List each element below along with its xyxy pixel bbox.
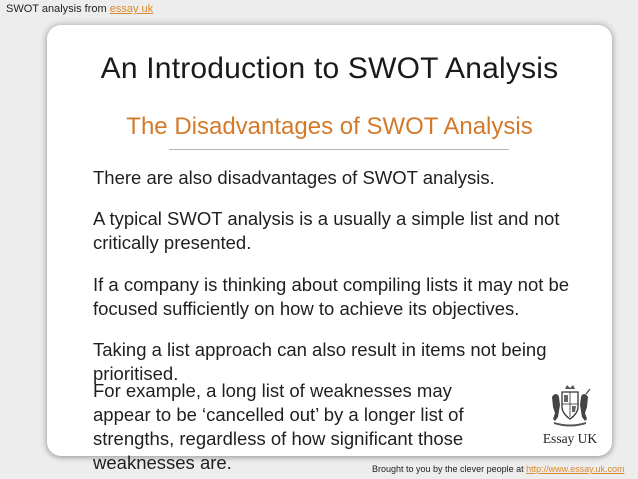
- essay-uk-link[interactable]: essay uk: [109, 3, 154, 15]
- top-caption-text: SWOT analysis from: [6, 3, 110, 15]
- paragraph-prioritised: Taking a list approach can also result in items not being prioritised.: [93, 339, 547, 384]
- paragraph-simple-list: A typical SWOT analysis is a usually a simple list and not critically presented.: [93, 208, 560, 253]
- footer-caption: [372, 464, 624, 474]
- paragraph-compiling-lists: If a company is thinking about compiling lists it may not be focused sufficiently on how to achieve its objectives.: [93, 274, 570, 319]
- top-caption: [6, 3, 153, 15]
- slide-title: An Introduction to SWOT Analysis: [100, 52, 559, 85]
- logo-text: Essay UK: [542, 431, 598, 446]
- paragraph-intro: There are also disadvantages of SWOT analysis.: [93, 167, 495, 188]
- essay-uk-logo: [530, 383, 610, 447]
- footer-caption-text: Brought to you by the clever people at: [372, 464, 527, 474]
- paragraph-example: For example, a long list of weaknesses may appear to be ‘cancelled out’ by a longer list of strengths, regardless of how significant those weaknesses are.: [93, 380, 464, 473]
- slide-subtitle: The Disadvantages of SWOT Analysis: [126, 113, 533, 140]
- coat-of-arms-icon: [548, 383, 592, 427]
- essay-uk-url-link[interactable]: http://www.essay.uk.com: [526, 464, 625, 474]
